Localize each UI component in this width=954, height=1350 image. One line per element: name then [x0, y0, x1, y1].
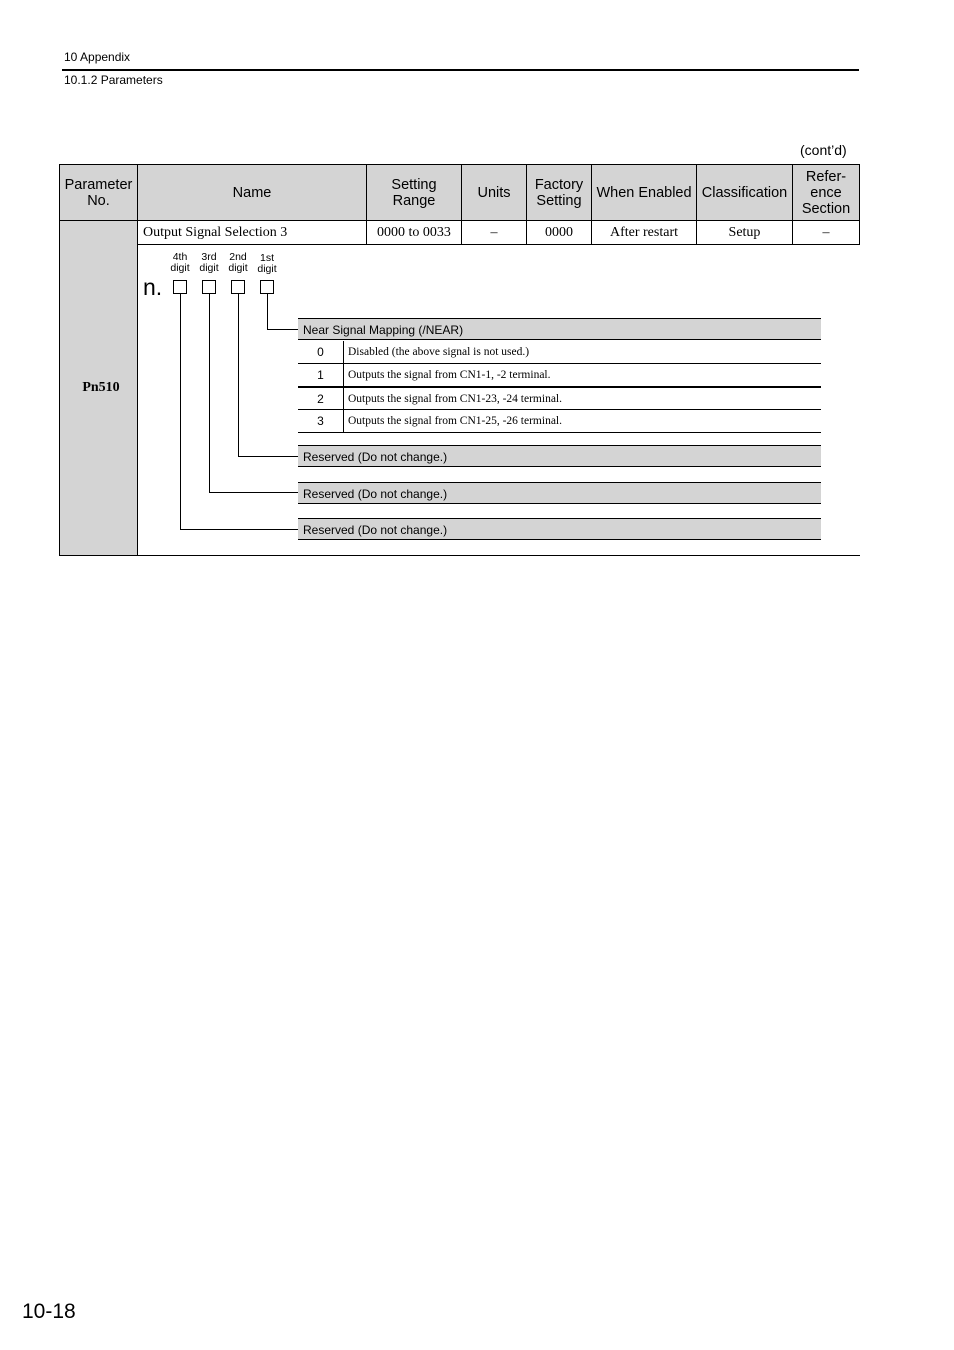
continued-label: (cont’d) [800, 142, 847, 158]
option-row [298, 341, 821, 364]
option-row [298, 410, 821, 433]
near-signal-mapping-header: Near Signal Mapping (/NEAR) [298, 318, 821, 340]
option-value: 3 [298, 410, 344, 432]
option-value: 2 [298, 388, 344, 410]
col-header-setting-range: Setting Range [367, 165, 462, 221]
digit-label-2nd: 2nd digit [228, 251, 248, 274]
option-description: Outputs the signal from CN1-25, -26 terminal. [348, 415, 562, 427]
reserved-4th-digit: Reserved (Do not change.) [298, 518, 821, 540]
option-row [298, 387, 821, 410]
col-header-classification: Classification [697, 165, 793, 221]
col-header-when-enabled: When Enabled [592, 165, 697, 221]
parameter-name: Output Signal Selection 3 [138, 221, 367, 245]
col-header-parameter-no: Parameter No. [60, 165, 138, 221]
running-header-section: 10.1.2 Parameters [64, 73, 163, 87]
connector-3rd-horizontal [209, 492, 298, 493]
setting-range-value: 0000 to 0033 [367, 221, 462, 245]
connector-3rd-vertical [209, 294, 210, 493]
digit-label-1st: 1st digit [257, 252, 277, 275]
factory-setting-value: 0000 [527, 221, 592, 245]
page-number: 10-18 [22, 1300, 76, 1323]
col-header-reference-section: Refer- ence Section [793, 165, 860, 221]
connector-1st-horizontal [267, 329, 298, 330]
option-description: Outputs the signal from CN1-23, -24 terminal. [348, 393, 562, 405]
when-enabled-value: After restart [592, 221, 697, 245]
reserved-3rd-digit: Reserved (Do not change.) [298, 482, 821, 504]
reference-section-value: – [793, 221, 860, 245]
connector-2nd-horizontal [238, 456, 298, 457]
option-description: Outputs the signal from CN1-1, -2 terminal. [348, 369, 551, 381]
option-description: Disabled (the above signal is not used.) [348, 346, 530, 358]
header-rule [62, 69, 859, 71]
digit-label-4th: 4th digit [170, 251, 190, 274]
digit-box-3rd [202, 280, 216, 294]
col-header-name: Name [138, 165, 367, 221]
units-value: – [462, 221, 527, 245]
parameter-number: Pn510 [60, 221, 138, 556]
classification-value: Setup [697, 221, 793, 245]
connector-4th-horizontal [180, 529, 298, 530]
option-row [298, 364, 821, 387]
reserved-2nd-digit: Reserved (Do not change.) [298, 445, 821, 467]
col-header-factory-setting: Factory Setting [527, 165, 592, 221]
connector-1st-vertical [267, 294, 268, 330]
digit-box-1st [260, 280, 274, 294]
digit-label-3rd: 3rd digit [199, 251, 219, 274]
n-prefix: n. [143, 274, 163, 300]
digit-box-4th [173, 280, 187, 294]
connector-4th-vertical [180, 294, 181, 530]
option-value: 0 [298, 341, 344, 363]
col-header-units: Units [462, 165, 527, 221]
digit-box-2nd [231, 280, 245, 294]
option-value: 1 [298, 364, 344, 386]
connector-2nd-vertical [238, 294, 239, 457]
running-header-chapter: 10 Appendix [64, 50, 131, 64]
